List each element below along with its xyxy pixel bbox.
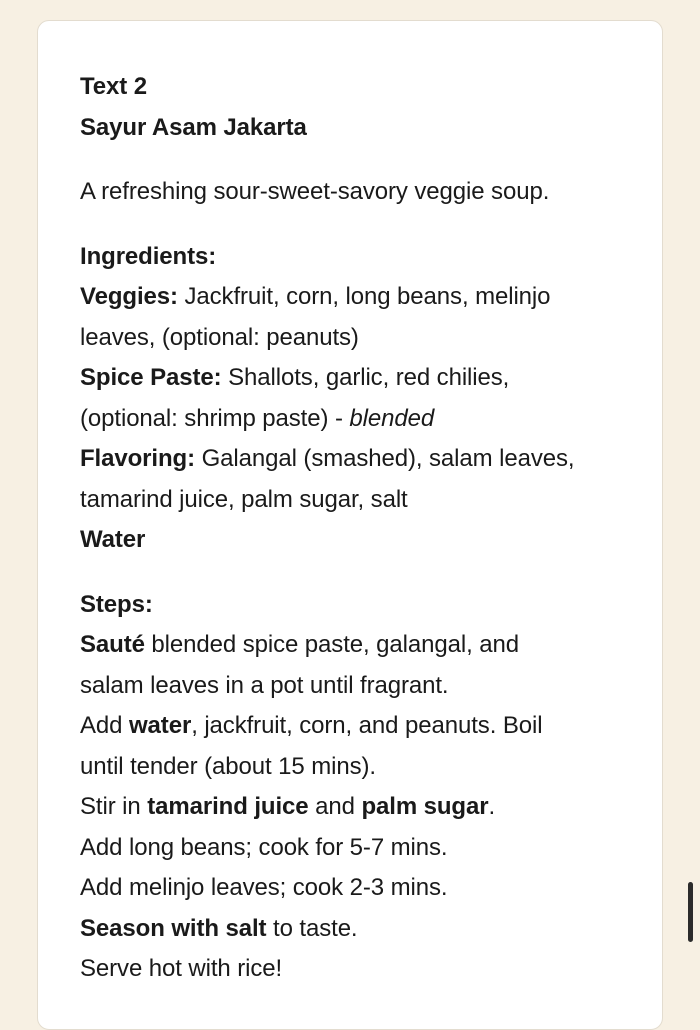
steps-heading: Steps: <box>80 590 153 618</box>
ingredient-spice-cont <box>80 399 634 440</box>
step-5: Add melinjo leaves; cook 2-3 mins. <box>80 874 448 901</box>
step-1 <box>80 625 634 666</box>
ingredient-water: Water <box>80 526 146 553</box>
step-6 <box>80 909 634 950</box>
ingredient-flavoring <box>80 439 634 480</box>
spice-text-cont: (optional: shrimp paste) - <box>80 404 350 432</box>
ingredient-veggies <box>80 277 634 318</box>
step-6-bold: Season with salt <box>80 914 267 942</box>
step-1-bold: Sauté <box>80 631 145 658</box>
veggies-text: Jackfruit, corn, long beans, melinjo <box>177 283 551 310</box>
step-2 <box>80 706 634 747</box>
step-1-cont: salam leaves in a pot until fragrant. <box>80 671 449 699</box>
flavoring-text: Galangal (smashed), salam leaves, <box>195 445 575 472</box>
step-4: Add long beans; cook for 5-7 mins. <box>80 833 448 861</box>
flavoring-label: Flavoring: <box>80 445 196 472</box>
spice-italic: blended <box>349 404 435 432</box>
step-7: Serve hot with rice! <box>80 955 283 982</box>
text-label: Text 2 <box>80 73 147 100</box>
ingredient-flavoring-cont: tamarind juice, palm sugar, salt <box>80 485 408 513</box>
ingredient-spice <box>80 358 634 399</box>
step-3-bold-1: tamarind juice <box>147 793 309 820</box>
step-3-pre: Stir in <box>80 793 148 820</box>
step-3-end: . <box>488 793 496 820</box>
veggies-label: Veggies: <box>80 283 178 310</box>
step-2-pre: Add <box>80 712 129 739</box>
recipe-title: Sayur Asam Jakarta <box>80 113 307 141</box>
step-6-end: to taste. <box>266 914 358 942</box>
ingredients-heading: Ingredients: <box>80 242 217 270</box>
spice-text: Shallots, garlic, red chilies, <box>221 364 510 391</box>
step-3-mid: and <box>308 793 362 820</box>
step-2-bold: water <box>128 712 192 739</box>
scrollbar[interactable] <box>688 882 693 942</box>
step-3-bold-2: palm sugar <box>361 793 489 820</box>
recipe-intro: A refreshing sour-sweet-savory veggie soup. <box>80 178 550 205</box>
step-2-text: , jackfruit, corn, and peanuts. Boil <box>191 712 543 739</box>
step-1-text: blended spice paste, galangal, and <box>144 631 519 658</box>
spice-label: Spice Paste: <box>80 364 222 391</box>
step-3 <box>80 787 634 828</box>
step-2-cont: until tender (about 15 mins). <box>80 752 376 780</box>
ingredient-veggies-cont: leaves, (optional: peanuts) <box>80 323 359 351</box>
recipe-card <box>37 20 663 1030</box>
